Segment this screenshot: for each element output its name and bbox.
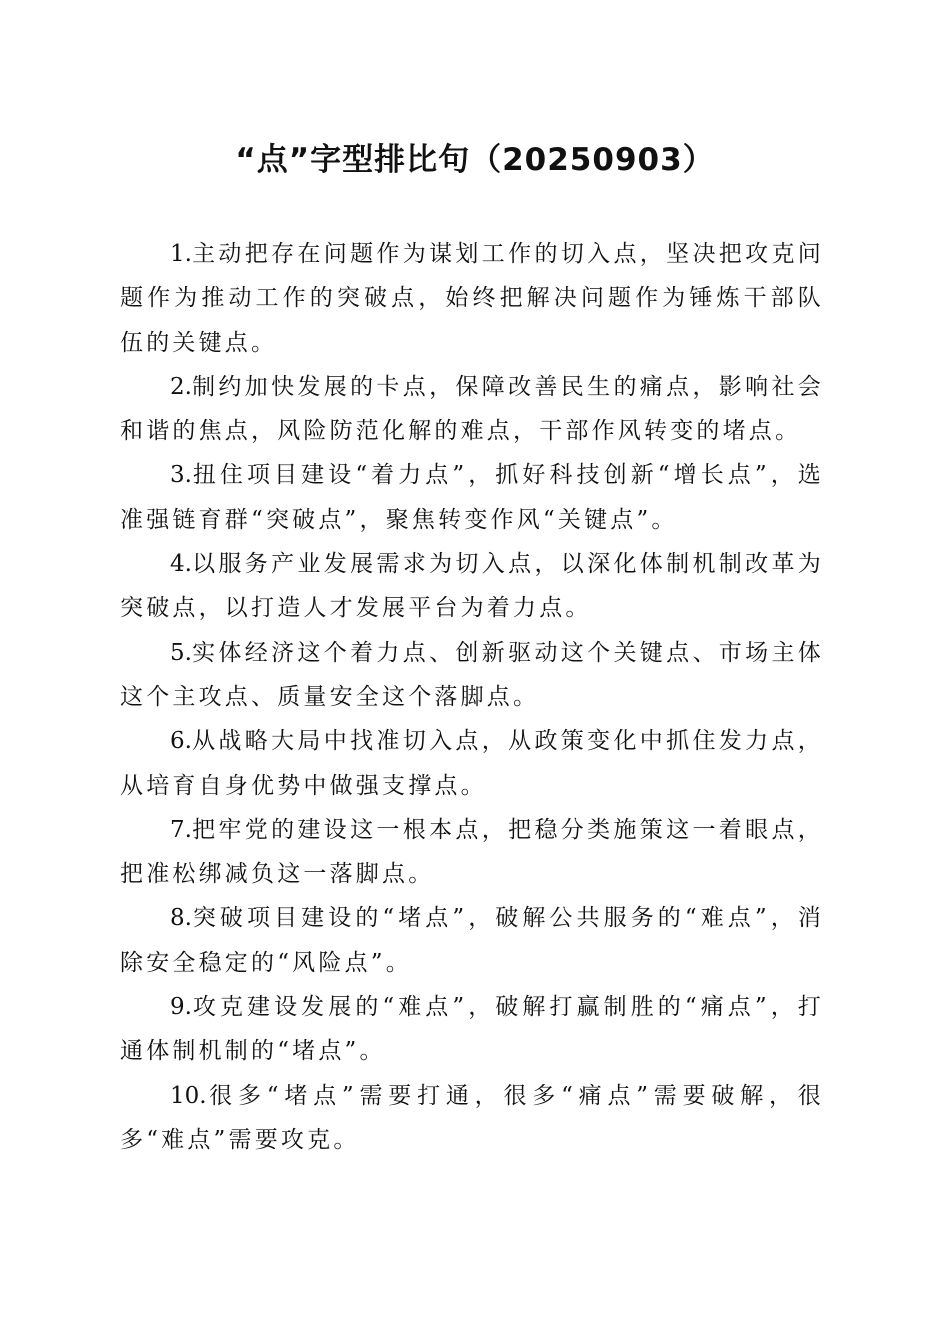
list-item: [120, 453, 824, 542]
list-item: [120, 985, 824, 1074]
item-text: 以服务产业发展需求为切入点，以深化体制机制改革为突破点，以打造人才发展平台为着力点。: [120, 551, 824, 622]
list-item: [120, 631, 824, 720]
item-text: 实体经济这个着力点、创新驱动这个关键点、市场主体这个主攻点、质量安全这个落脚点。: [120, 639, 824, 710]
item-text: 很多“堵点”需要打通，很多“痛点”需要破解，很多“难点”需要攻克。: [120, 1082, 824, 1153]
page-title: “点”字型排比句（20250903）: [235, 142, 715, 178]
item-number: 9.: [170, 994, 192, 1021]
item-number: 2.: [170, 373, 192, 400]
item-number: 10.: [170, 1082, 207, 1109]
item-number: 1.: [170, 241, 192, 267]
item-number: 7.: [170, 816, 192, 843]
item-number: 4.: [170, 551, 192, 578]
item-number: 8.: [170, 905, 192, 932]
item-number: 3.: [170, 462, 192, 489]
item-text: 攻克建设发展的“难点”，破解打赢制胜的“痛点”，打通体制机制的“堵点”。: [120, 994, 824, 1065]
item-text: 主动把存在问题作为谋划工作的切入点，坚决把攻克问题作为推动工作的突破点，始终把解决问题作为锤炼干部队伍的关键点。: [120, 241, 824, 356]
list-item: [120, 719, 824, 808]
item-number: 6.: [170, 728, 192, 755]
list-item: [120, 365, 824, 454]
list-item: [120, 542, 824, 631]
item-text: 制约加快发展的卡点，保障改善民生的痛点，影响社会和谐的焦点，风险防范化解的难点，干部作风转变的堵点。: [120, 373, 824, 445]
list-item: [120, 896, 824, 985]
item-text: 突破项目建设的“堵点”，破解公共服务的“难点”，消除安全稳定的“风险点”。: [120, 905, 824, 976]
document-body: [120, 232, 824, 1162]
list-item: [120, 232, 824, 365]
item-number: 5.: [170, 639, 192, 666]
item-text: 扭住项目建设“着力点”，抓好科技创新“增长点”，选准强链育群“突破点”，聚焦转变作风“关键点”。: [120, 462, 824, 533]
list-item: [120, 808, 824, 897]
item-text: 把牢党的建设这一根本点，把稳分类施策这一着眼点，把准松绑减负这一落脚点。: [120, 816, 824, 888]
item-text: 从战略大局中找准切入点，从政策变化中抓住发力点，从培育自身优势中做强支撑点。: [120, 728, 824, 799]
list-item: [120, 1074, 824, 1163]
